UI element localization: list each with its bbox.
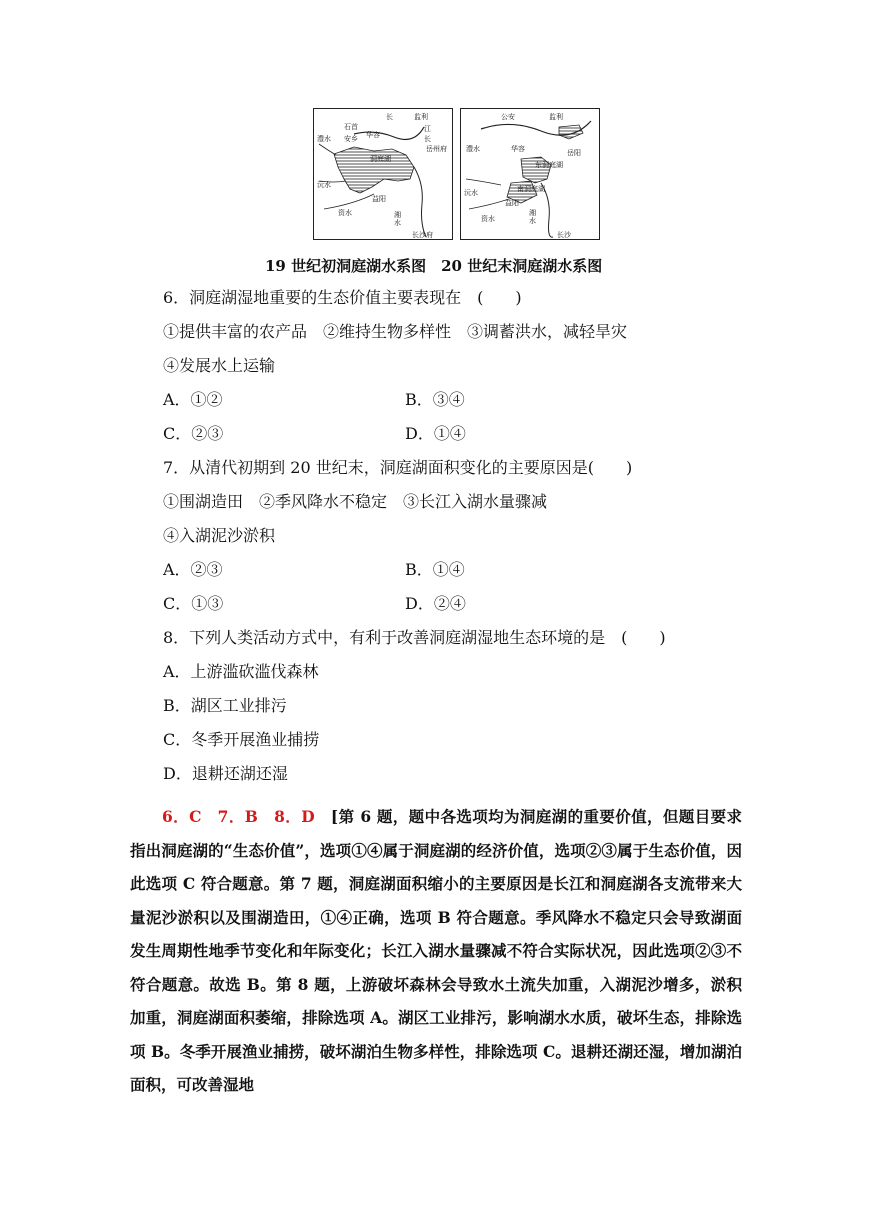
map-19th-century — [313, 108, 453, 240]
question-7-option-d: D．②④ — [405, 594, 466, 613]
map1-label: 洞庭湖 — [370, 155, 391, 163]
map2-label: 公安 — [501, 113, 515, 121]
map2-label: 水 — [529, 217, 536, 225]
question-6-statement: ④发展水上运输 — [163, 356, 276, 375]
map2-label: 湘 — [529, 209, 536, 217]
answer-explanation — [130, 800, 742, 1102]
question-8-option-b: B．湖区工业排污 — [163, 696, 287, 715]
question-6-statement: ①提供丰富的农产品 ②维持生物多样性 ③调蓄洪水，减轻旱灾 — [163, 322, 628, 341]
map1-label: 华容 — [366, 131, 380, 139]
answer-text: [第 6 题，题中各选项均为洞庭湖的重要价值，但题目要求指出洞庭湖的“生态价值”，选项①④属于洞庭湖的经济价值，选项②③属于生态价值，因此选项 C 符合题意。第 7 题，洞庭湖面积缩小的主要原因是长江和洞庭湖各支流带来大量泥沙淤积以及围湖造田，①④正确，选项 B 符合题意。季风降水不稳定只会导致湖面发生周期性地季节变化和年际变化；长江入湖水量骤减不符合实际状况，因此选项②③不符合题意。故选 B。第 8 题，上游破坏森林会导致水土流失加重，入湖泥沙增多，淤积加重，洞庭湖面积萎缩，排除选项 A。湖区工业排污，影响湖水水质，破坏生态，排除选项 B。冬季开展渔业捕捞，破坏湖泊生物多样性，排除选项 C。退耕还湖还湿，增加湖泊面积，可改善湿地 — [130, 807, 742, 1094]
map-20th-century — [460, 108, 600, 240]
map2-label: 监利 — [549, 113, 563, 121]
map2-label: 长沙 — [557, 231, 571, 239]
question-6-option-c: C．②③ — [163, 424, 224, 443]
question-7-option-a: A．②③ — [163, 560, 223, 579]
answer-keys: 6．C 7．B 8．D — [162, 807, 315, 826]
question-7-option-c: C．①③ — [163, 594, 224, 613]
map2-label: 东洞庭湖 — [535, 161, 563, 169]
question-8-stem: 8．下列人类活动方式中，有利于改善洞庭湖湿地生态环境的是 ( ) — [163, 628, 666, 647]
map1-label: 资水 — [338, 209, 352, 217]
question-7-statement: ①围湖造田 ②季风降水不稳定 ③长江入湖水量骤减 — [163, 492, 548, 511]
map1-label: 水 — [394, 219, 401, 227]
question-6-option-b: B．③④ — [405, 390, 465, 409]
map2-label: 益阳 — [505, 199, 519, 207]
question-8-option-a: A．上游滥砍滥伐森林 — [163, 662, 319, 681]
map2-label: 华容 — [511, 145, 525, 153]
map2-label: 澧水 — [466, 145, 480, 153]
map2-label: 南洞庭湖 — [517, 185, 545, 193]
map2-label: 资水 — [481, 215, 495, 223]
map1-label: 沅水 — [317, 181, 331, 189]
map1-label: 长 — [386, 113, 393, 121]
map1-label: 益阳 — [372, 195, 386, 203]
question-8-option-d: D．退耕还湖还湿 — [163, 764, 288, 783]
question-7-option-b: B．①④ — [405, 560, 465, 579]
map1-label: 湘 — [394, 211, 401, 219]
map1-label: 石首 — [344, 123, 358, 131]
map2-label: 沅水 — [464, 189, 478, 197]
question-7-statement: ④入湖泥沙淤积 — [163, 526, 276, 545]
question-6-option-d: D．①④ — [405, 424, 466, 443]
map1-label: 澧水 — [317, 135, 331, 143]
question-7-stem: 7．从清代初期到 20 世纪末，洞庭湖面积变化的主要原因是( ) — [163, 458, 633, 477]
question-8-option-c: C．冬季开展渔业捕捞 — [163, 730, 320, 749]
map1-label: 安乡 — [344, 135, 358, 143]
question-6-option-a: A．①② — [163, 390, 223, 409]
map1-label: 监利 — [414, 113, 428, 121]
map1-label: 江 — [424, 125, 431, 133]
figure-caption: 19 世纪初洞庭湖水系图 20 世纪末洞庭湖水系图 — [265, 257, 603, 275]
map1-label: 岳州府 — [426, 145, 447, 153]
map1-label: 长 — [424, 135, 431, 143]
map2-label: 岳阳 — [567, 149, 581, 157]
map1-label: 长沙府 — [412, 231, 433, 239]
question-6-stem: 6．洞庭湖湿地重要的生态价值主要表现在 ( ) — [163, 288, 522, 307]
